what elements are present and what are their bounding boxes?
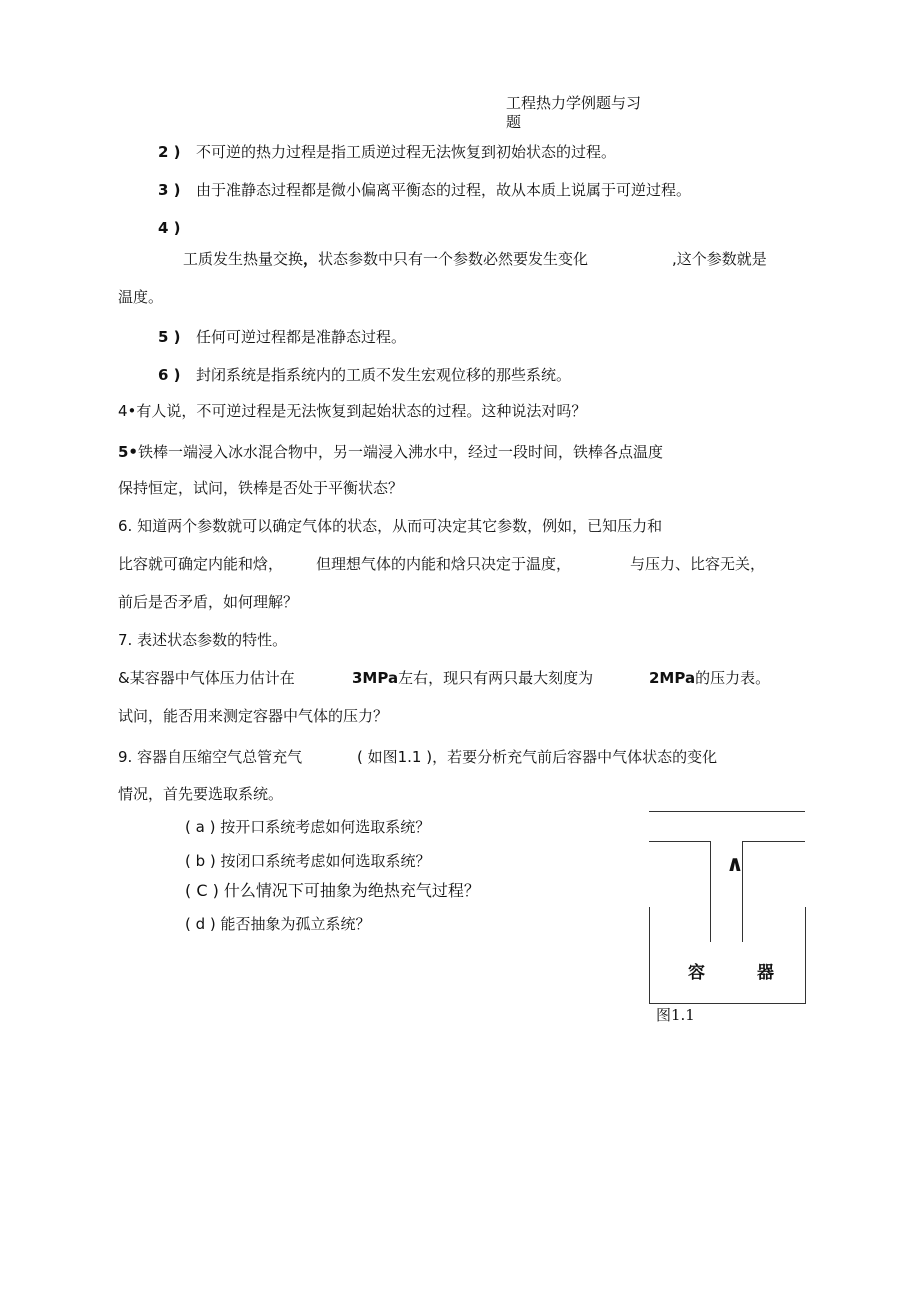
figure-caption: 图1.1 bbox=[656, 1006, 695, 1024]
question-6-line1: 6. 知道两个参数就可以确定气体的状态，从而可决定其它参数，例如，已知压力和 bbox=[118, 517, 663, 535]
question-9-line2: 情况，首先要选取系统。 bbox=[118, 785, 284, 803]
question-8-line2: 试问，能否用来测定容器中气体的压力？ bbox=[118, 707, 389, 725]
vessel-left-wall bbox=[649, 907, 650, 1004]
vessel-right-wall bbox=[805, 907, 806, 1004]
supply-pipe-bottom-right-line bbox=[742, 841, 805, 842]
vessel-bottom-wall bbox=[649, 1003, 806, 1004]
page-header bbox=[506, 94, 641, 132]
statement-5 bbox=[158, 328, 406, 346]
statement-4-line2: 温度。 bbox=[118, 288, 164, 306]
branch-pipe-left-wall bbox=[710, 841, 711, 942]
question-9-line1b: ( 如图1.1 )，若要分析充气前后容器中气体状态的变化 bbox=[357, 748, 718, 766]
question-6-line2c: 与压力、比容无关， bbox=[630, 555, 766, 573]
statement-text: 封闭系统是指系统内的工质不发生宏观位移的那些系统。 bbox=[196, 366, 572, 384]
question-text: 左右，现只有两只最大刻度为 bbox=[398, 669, 594, 687]
statement-4-line1 bbox=[183, 250, 588, 268]
question-7: 7. 表述状态参数的特性。 bbox=[118, 631, 288, 649]
question-9-line1a: 9. 容器自压缩空气总管充气 bbox=[118, 748, 303, 766]
statement-comma: ， bbox=[303, 250, 319, 268]
question-4: 4•有人说，不可逆过程是无法恢复到起始状态的过程。这种说法对吗？ bbox=[118, 402, 587, 420]
statement-6 bbox=[158, 366, 571, 384]
question-9-sub-d: ( d ) 能否抽象为孤立系统？ bbox=[185, 915, 371, 933]
pressure-value: 2MPa bbox=[649, 669, 696, 687]
question-8-part-b bbox=[352, 669, 593, 687]
question-text: 铁棒一端浸入冰水混合物中，另一端浸入沸水中，经过一段时间，铁棒各点温度 bbox=[138, 443, 664, 461]
question-text: 的压力表。 bbox=[695, 669, 771, 687]
question-number: 5• bbox=[118, 443, 139, 461]
statement-number: 5 ) bbox=[158, 328, 181, 346]
statement-4-number bbox=[158, 219, 196, 237]
vessel-label-right: 器 bbox=[757, 963, 774, 983]
statement-number: 6 ) bbox=[158, 366, 181, 384]
pressure-value: 3MPa bbox=[352, 669, 399, 687]
statement-number: 3 ) bbox=[158, 181, 181, 199]
question-5-line2: 保持恒定，试问，铁棒是否处于平衡状态？ bbox=[118, 479, 404, 497]
statement-text: 由于准静态过程都是微小偏离平衡态的过程，故从本质上说属于可逆过程。 bbox=[196, 181, 692, 199]
question-6-line3: 前后是否矛盾，如何理解？ bbox=[118, 593, 299, 611]
statement-text: 工质发生热量交换 bbox=[183, 250, 304, 268]
header-title-line1: 工程热力学例题与习 bbox=[506, 94, 642, 112]
statement-2 bbox=[158, 143, 616, 161]
question-6-line2a: 比容就可确定内能和焓， bbox=[118, 555, 284, 573]
statement-text: 不可逆的热力过程是指工质逆过程无法恢复到初始状态的过程。 bbox=[196, 143, 617, 161]
question-9-sub-c: ( C ) 什么情况下可抽象为绝热充气过程？ bbox=[185, 881, 480, 900]
statement-number: 2 ) bbox=[158, 143, 181, 161]
supply-pipe-bottom-left-line bbox=[649, 841, 710, 842]
question-9-sub-b: ( b ) 按闭口系统考虑如何选取系统？ bbox=[185, 852, 431, 870]
header-title-line2: 题 bbox=[506, 113, 522, 131]
question-6-line2b: 但理想气体的内能和焓只决定于温度， bbox=[316, 555, 572, 573]
statement-4-line1-tail: ,这个参数就是 bbox=[672, 250, 767, 268]
question-8-part-c bbox=[649, 669, 770, 687]
statement-text: 状态参数中只有一个参数必然要发生变化 bbox=[318, 250, 589, 268]
flow-direction-arrow-icon: ∧ bbox=[726, 852, 744, 877]
statement-3 bbox=[158, 181, 691, 199]
question-8-part-a: &某容器中气体压力估计在 bbox=[118, 669, 295, 687]
supply-pipe-top-line bbox=[649, 811, 805, 812]
statement-text: 任何可逆过程都是准静态过程。 bbox=[196, 328, 407, 346]
question-9-sub-a: ( a ) 按开口系统考虑如何选取系统？ bbox=[185, 818, 431, 836]
vessel-label-left: 容 bbox=[688, 963, 705, 983]
question-5-line1 bbox=[118, 443, 663, 461]
statement-number: 4 ) bbox=[158, 219, 181, 237]
